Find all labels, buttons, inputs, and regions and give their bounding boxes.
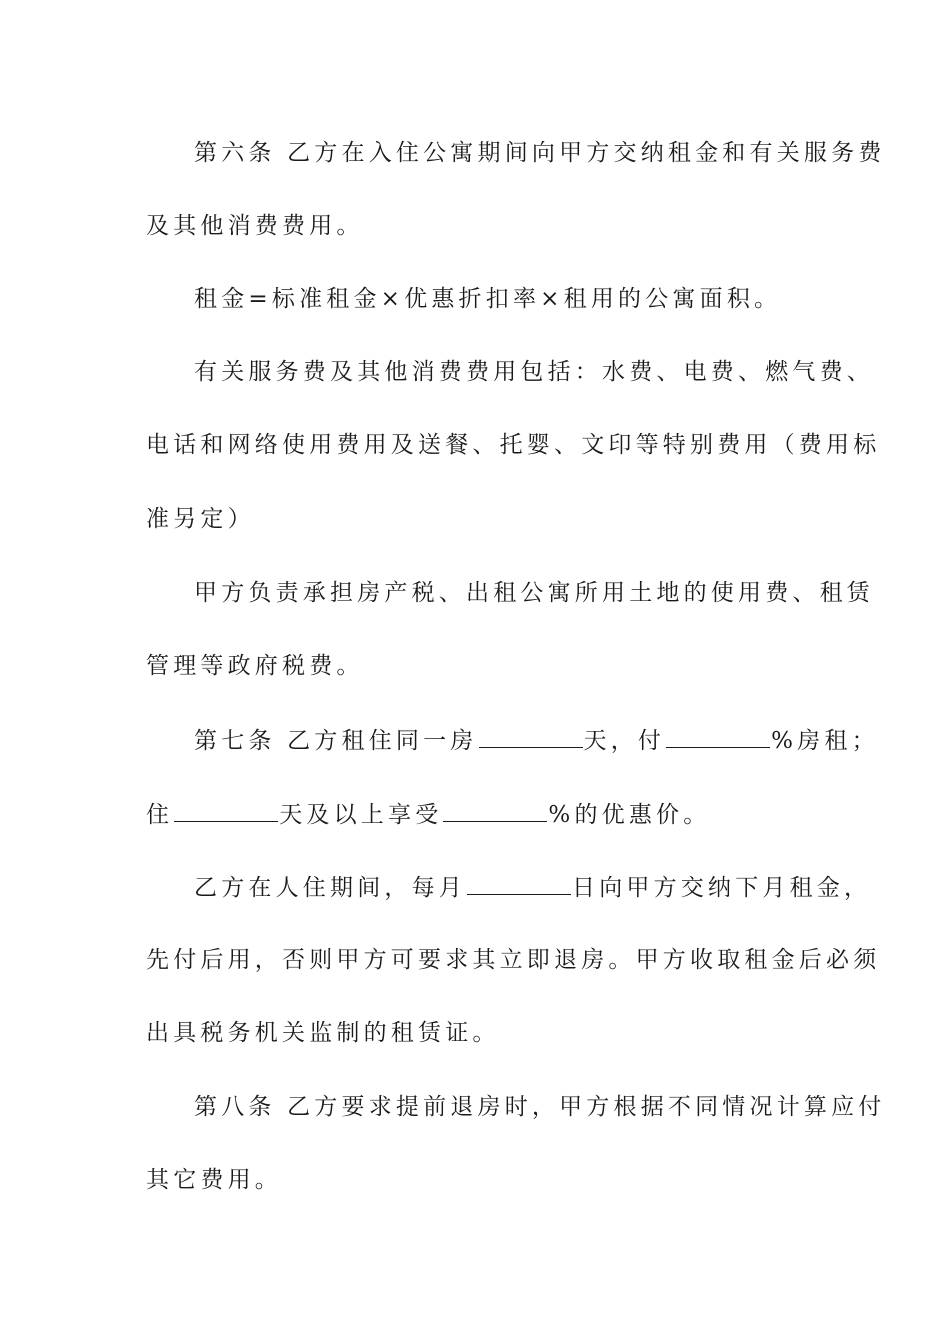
taxes-line-2: 管理等政府税费。 — [146, 653, 364, 679]
clause-6-line-2: 及其他消费费用。 — [146, 213, 364, 239]
clause-7-text-d: 住 — [146, 802, 174, 828]
blank-discount-percent-field[interactable] — [443, 799, 547, 822]
clause-7-line-1 — [194, 725, 879, 756]
blank-days-field[interactable] — [479, 725, 583, 748]
payment-line-3: 出具税务机关监制的租赁证。 — [146, 1020, 500, 1046]
payment-line-2: 先付后用，否则甲方可要求其立即退房。甲方收取租金后必须 — [146, 947, 881, 973]
clause-7-line-2 — [146, 799, 826, 830]
service-fees-line-3: 准另定） — [146, 506, 255, 532]
blank-rent-percent-field[interactable] — [666, 725, 770, 748]
payment-text-b: 日向甲方交纳下月租金， — [572, 875, 872, 901]
clause-7-text-a: 第七条 乙方租住同一房 — [194, 728, 478, 754]
clause-8-line-2: 其它费用。 — [146, 1167, 282, 1193]
service-fees-line-2: 电话和网络使用费用及送餐、托婴、文印等特别费用（费用标 — [146, 432, 881, 458]
clause-7-text-e: 天及以上享受 — [279, 802, 443, 828]
clause-8-line-1: 第八条 乙方要求提前退房时，甲方根据不同情况计算应付 — [194, 1094, 886, 1120]
clause-7-text-c: %房租； — [771, 728, 879, 754]
taxes-line-1: 甲方负责承担房产税、出租公寓所用土地的使用费、租赁 — [194, 580, 874, 606]
clause-6-line-1: 第六条 乙方在入住公寓期间向甲方交纳租金和有关服务费 — [194, 140, 886, 166]
clause-7-text-b: 天，付 — [583, 728, 666, 754]
rent-formula: 租金=标准租金×优惠折扣率×租用的公寓面积。 — [194, 286, 782, 312]
blank-min-days-field[interactable] — [174, 799, 278, 822]
payment-line-1 — [194, 872, 874, 903]
service-fees-line-1: 有关服务费及其他消费费用包括：水费、电费、燃气费、 — [194, 359, 874, 385]
payment-text-a: 乙方在人住期间，每月 — [194, 875, 466, 901]
blank-payment-day-field[interactable] — [467, 872, 571, 895]
clause-7-text-f: %的优惠价。 — [548, 802, 711, 828]
